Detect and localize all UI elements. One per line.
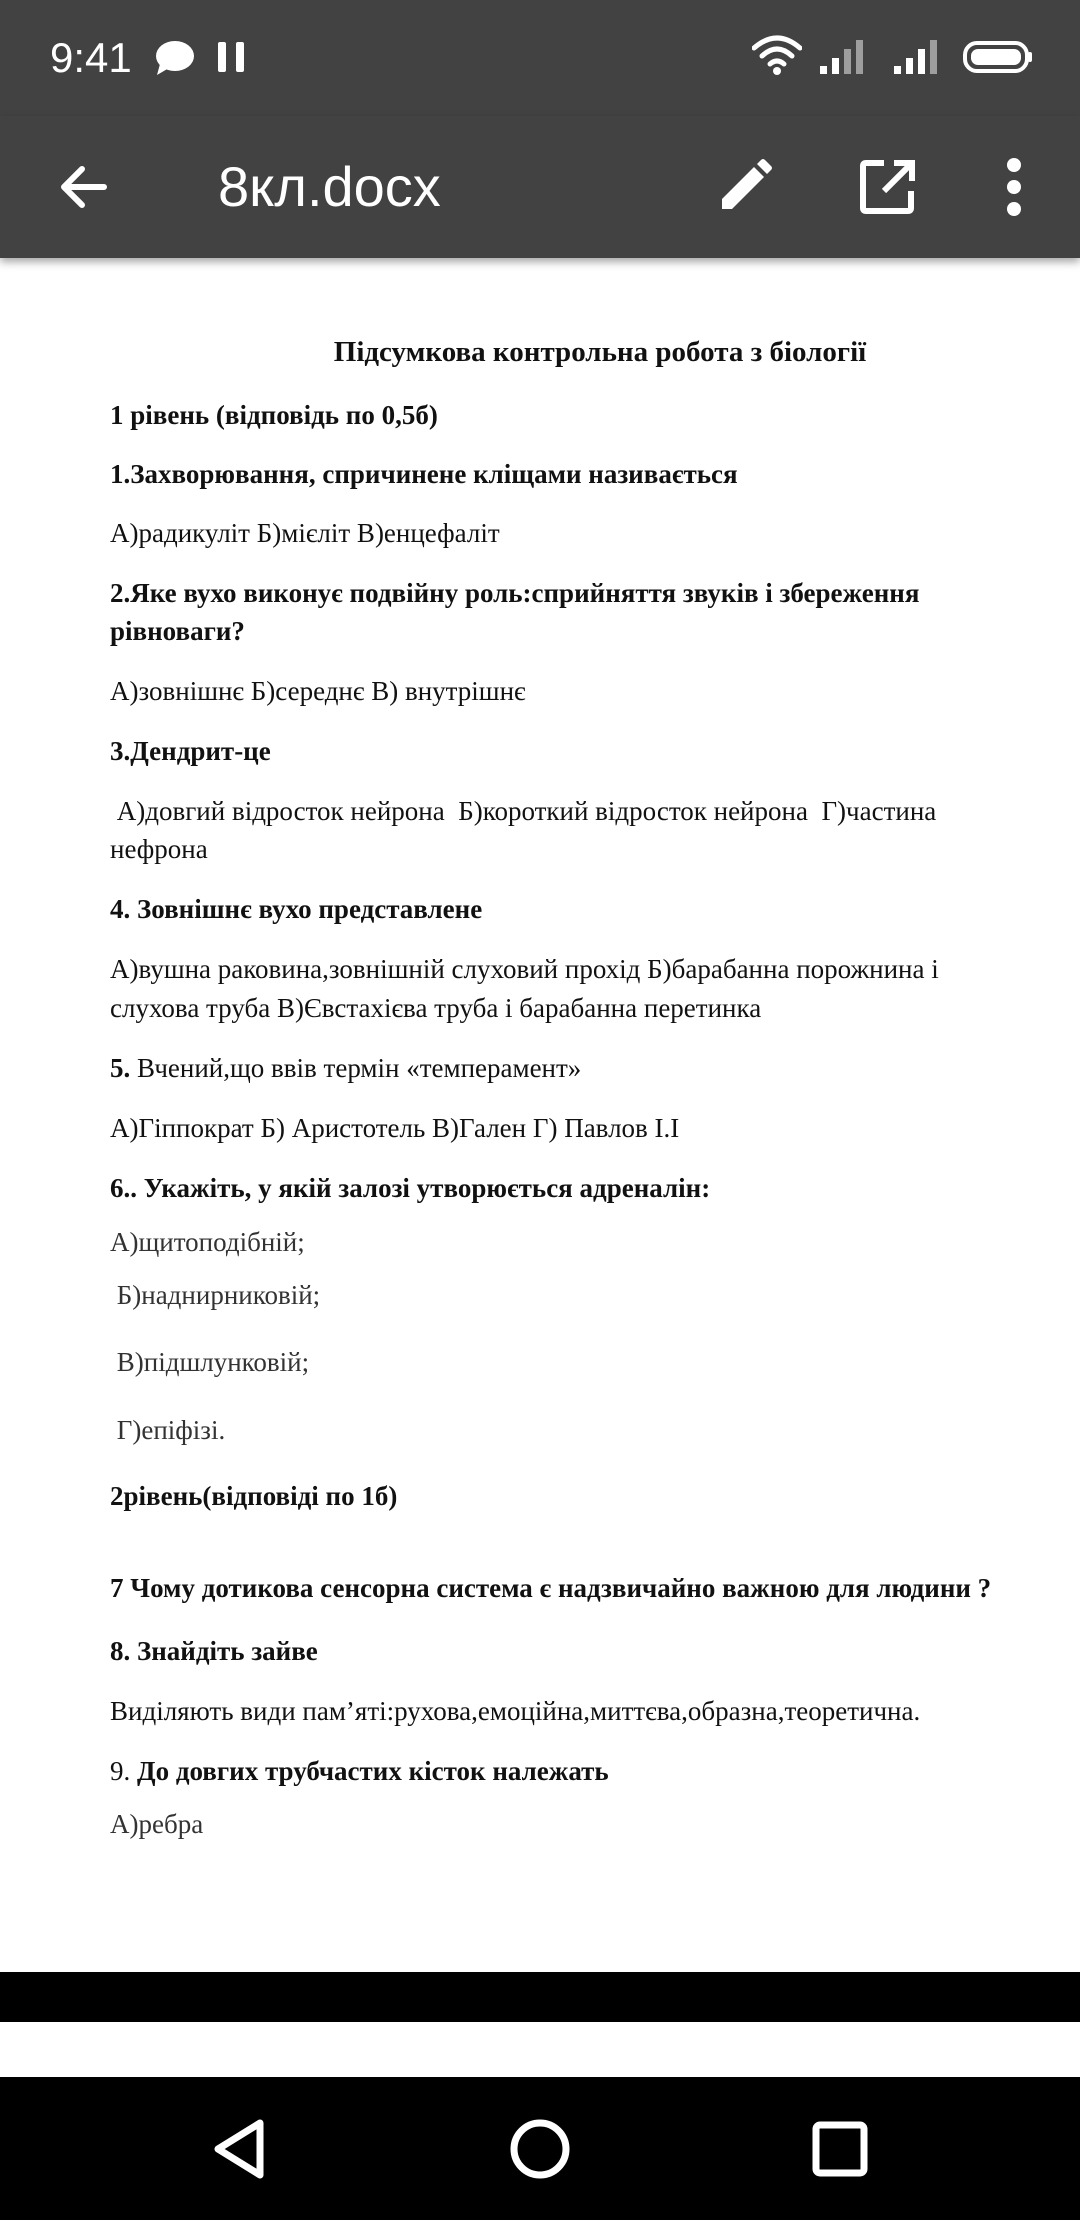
- edit-button[interactable]: [700, 143, 788, 231]
- answer-6-option-b: Б)наднирниковій;: [110, 1280, 321, 1310]
- answer-4-line-2: слухова труба В)Євстахієва труба і барабанна перетинка: [110, 993, 762, 1023]
- question-1: 1.Захворювання, спричинене кліщами називається: [110, 459, 738, 489]
- answer-6-option-c: В)підшлунковій;: [110, 1347, 310, 1377]
- answer-4-line-1: А)вушна раковина,зовнішній слуховий прохід Б)барабанна порожнина і: [110, 954, 939, 984]
- question-4: 4. Зовнішнє вухо представлене: [110, 894, 483, 924]
- open-external-icon: [858, 157, 918, 217]
- question-6: 6.. Укажіть, у якій залозі утворюється адреналін:: [110, 1173, 711, 1203]
- nav-recents-button[interactable]: [790, 2099, 890, 2199]
- answer-3-line-2: нефрона: [110, 834, 208, 864]
- answer-8: Виділяють види пам’яті:рухова,емоційна,миттєва,образна,теоретична.: [110, 1696, 921, 1726]
- back-button[interactable]: [40, 143, 128, 231]
- home-circle-icon: [508, 2117, 572, 2181]
- recents-square-icon: [810, 2119, 870, 2179]
- document-page[interactable]: [0, 258, 1080, 1972]
- question-3: 3.Дендрит-це: [110, 736, 271, 766]
- answer-5: А)Гіппократ Б) Аристотель В)Гален Г) Павлов І.І: [110, 1113, 680, 1143]
- question-9: [110, 1752, 609, 1791]
- back-triangle-icon: [210, 2117, 270, 2181]
- question-5-text: Вчений,що ввів термін «темперамент»: [130, 1053, 582, 1083]
- pause-icon: [216, 40, 246, 74]
- battery-icon: [962, 40, 1034, 74]
- app-bar: [0, 116, 1080, 258]
- wifi-icon: [752, 34, 802, 76]
- question-5: [110, 1049, 581, 1088]
- question-5-number: 5.: [110, 1053, 131, 1083]
- back-arrow-icon: [56, 159, 112, 215]
- next-page-edge: [0, 2022, 1080, 2077]
- question-9-number: 9.: [110, 1756, 131, 1786]
- edit-pencil-icon: [714, 157, 774, 217]
- answer-2: А)зовнішнє Б)середнє В) внутрішнє: [110, 676, 526, 706]
- answer-9: А)ребра: [110, 1809, 204, 1839]
- more-options-button[interactable]: [970, 143, 1058, 231]
- answer-1: А)радикуліт Б)мієліт В)енцефаліт: [110, 518, 500, 548]
- document-heading: Підсумкова контрольна робота з біології: [333, 336, 867, 368]
- question-2-line-2: рівноваги?: [110, 616, 245, 646]
- document-title: 8кл.docx: [218, 155, 441, 218]
- status-time: 9:41: [50, 34, 132, 81]
- signal-icon: [892, 38, 942, 76]
- answer-6-option-a: А)щитоподібній;: [110, 1227, 305, 1257]
- open-external-button[interactable]: [844, 143, 932, 231]
- level-1-heading: 1 рівень (відповідь по 0,5б): [110, 400, 438, 430]
- page-separator: [0, 1972, 1080, 2022]
- answer-3-line-1: А)довгий відросток нейрона Б)короткий відросток нейрона Г)частина: [110, 796, 937, 826]
- system-navigation-bar: [0, 2077, 1080, 2220]
- question-7: 7 Чому дотикова сенсорна система є надзвичайно важною для людини ?: [110, 1573, 992, 1603]
- more-vert-icon: [1004, 157, 1024, 217]
- status-bar: [0, 0, 1080, 116]
- answer-6-option-d: Г)епіфізі.: [110, 1415, 226, 1445]
- question-9-text: До довгих трубчастих кісток належать: [130, 1756, 609, 1786]
- level-2-heading: 2рівень(відповіді по 1б): [110, 1481, 398, 1511]
- question-2-line-1: 2.Яке вухо виконує подвійну роль:сприйняття звуків і збереження: [110, 578, 920, 608]
- signal-icon: [818, 38, 868, 76]
- nav-back-button[interactable]: [190, 2099, 290, 2199]
- nav-home-button[interactable]: [490, 2099, 590, 2199]
- question-8: 8. Знайдіть зайве: [110, 1636, 318, 1666]
- chat-bubble-icon: [154, 40, 196, 76]
